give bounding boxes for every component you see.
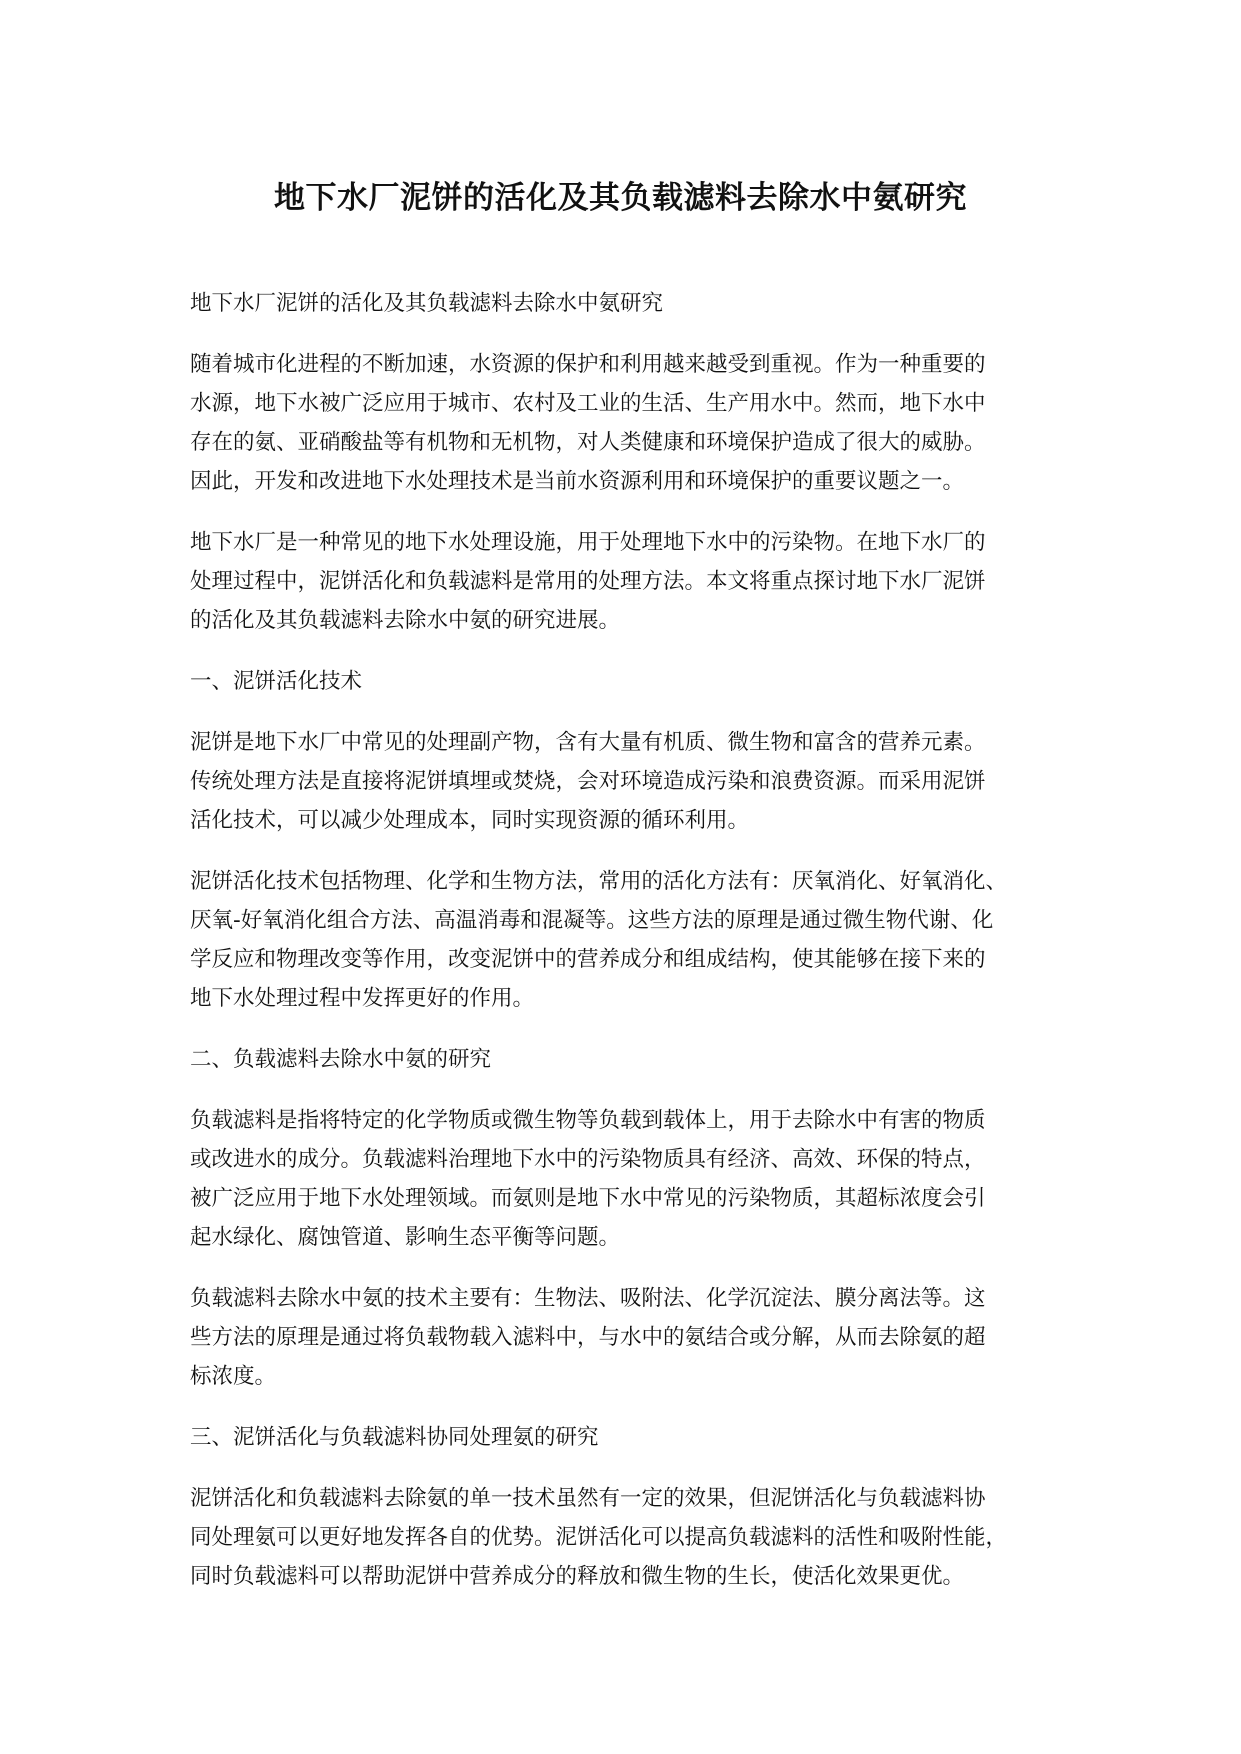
section-heading-1: 一、泥饼活化技术 (190, 669, 363, 694)
section-3-paragraph-1 (190, 1479, 1070, 1596)
document-title: 地下水厂泥饼的活化及其负载滤料去除水中氨研究 (274, 180, 967, 216)
text-line: 泥饼活化和负载滤料去除氨的单一技术虽然有一定的效果，但泥饼活化与负载滤料协 (190, 1486, 986, 1511)
subtitle-paragraph: 地下水厂泥饼的活化及其负载滤料去除水中氨研究 (190, 291, 664, 316)
text-line: 的活化及其负载滤料去除水中氨的研究进展。 (190, 608, 621, 633)
text-line: 些方法的原理是通过将负载物载入滤料中，与水中的氨结合或分解，从而去除氨的超 (190, 1325, 986, 1350)
text-line: 水源，地下水被广泛应用于城市、农村及工业的生活、生产用水中。然而，地下水中 (190, 391, 986, 416)
section-1-paragraph-1 (190, 723, 1070, 840)
text-line: 随着城市化进程的不断加速，水资源的保护和利用越来越受到重视。作为一种重要的 (190, 352, 986, 377)
text-line: 标浓度。 (190, 1364, 277, 1389)
intro-paragraph-1 (190, 345, 1070, 501)
text-line: 地下水厂是一种常见的地下水处理设施，用于处理地下水中的污染物。在地下水厂的 (190, 530, 986, 555)
text-line: 传统处理方法是直接将泥饼填埋或焚烧，会对环境造成污染和浪费资源。而采用泥饼 (190, 769, 986, 794)
text-line: 或改进水的成分。负载滤料治理地下水中的污染物质具有经济、高效、环保的特点， (190, 1147, 986, 1172)
text-line: 泥饼是地下水厂中常见的处理副产物，含有大量有机质、微生物和富含的营养元素。 (190, 730, 986, 755)
text-line: 学反应和物理改变等作用，改变泥饼中的营养成分和组成结构，使其能够在接下来的 (190, 947, 986, 972)
text-line: 存在的氨、亚硝酸盐等有机物和无机物，对人类健康和环境保护造成了很大的威胁。 (190, 430, 986, 455)
text-line: 处理过程中，泥饼活化和负载滤料是常用的处理方法。本文将重点探讨地下水厂泥饼 (190, 569, 986, 594)
text-line: 同处理氨可以更好地发挥各自的优势。泥饼活化可以提高负载滤料的活性和吸附性能， (190, 1525, 1008, 1550)
section-2-paragraph-1 (190, 1101, 1070, 1257)
section-2-paragraph-2 (190, 1279, 1070, 1396)
text-line: 被广泛应用于地下水处理领域。而氨则是地下水中常见的污染物质，其超标浓度会引 (190, 1186, 986, 1211)
text-line: 厌氧-好氧消化组合方法、高温消毒和混凝等。这些方法的原理是通过微生物代谢、化 (190, 908, 994, 933)
text-line: 同时负载滤料可以帮助泥饼中营养成分的释放和微生物的生长，使活化效果更优。 (190, 1564, 965, 1589)
section-heading-3: 三、泥饼活化与负载滤料协同处理氨的研究 (190, 1425, 599, 1450)
text-line: 负载滤料是指将特定的化学物质或微生物等负载到载体上，用于去除水中有害的物质 (190, 1108, 986, 1133)
section-1-paragraph-2 (190, 862, 1070, 1018)
text-line: 因此，开发和改进地下水处理技术是当前水资源利用和环境保护的重要议题之一。 (190, 469, 965, 494)
text-line: 活化技术，可以减少处理成本，同时实现资源的循环利用。 (190, 808, 750, 833)
section-heading-2: 二、负载滤料去除水中氨的研究 (190, 1047, 492, 1072)
text-line: 负载滤料去除水中氨的技术主要有：生物法、吸附法、化学沉淀法、膜分离法等。这 (190, 1286, 986, 1311)
text-line: 地下水处理过程中发挥更好的作用。 (190, 986, 535, 1011)
intro-paragraph-2 (190, 523, 1070, 640)
text-line: 泥饼活化技术包括物理、化学和生物方法，常用的活化方法有：厌氧消化、好氧消化、 (190, 869, 1008, 894)
text-line: 起水绿化、腐蚀管道、影响生态平衡等问题。 (190, 1225, 621, 1250)
document-body (190, 284, 1070, 1618)
